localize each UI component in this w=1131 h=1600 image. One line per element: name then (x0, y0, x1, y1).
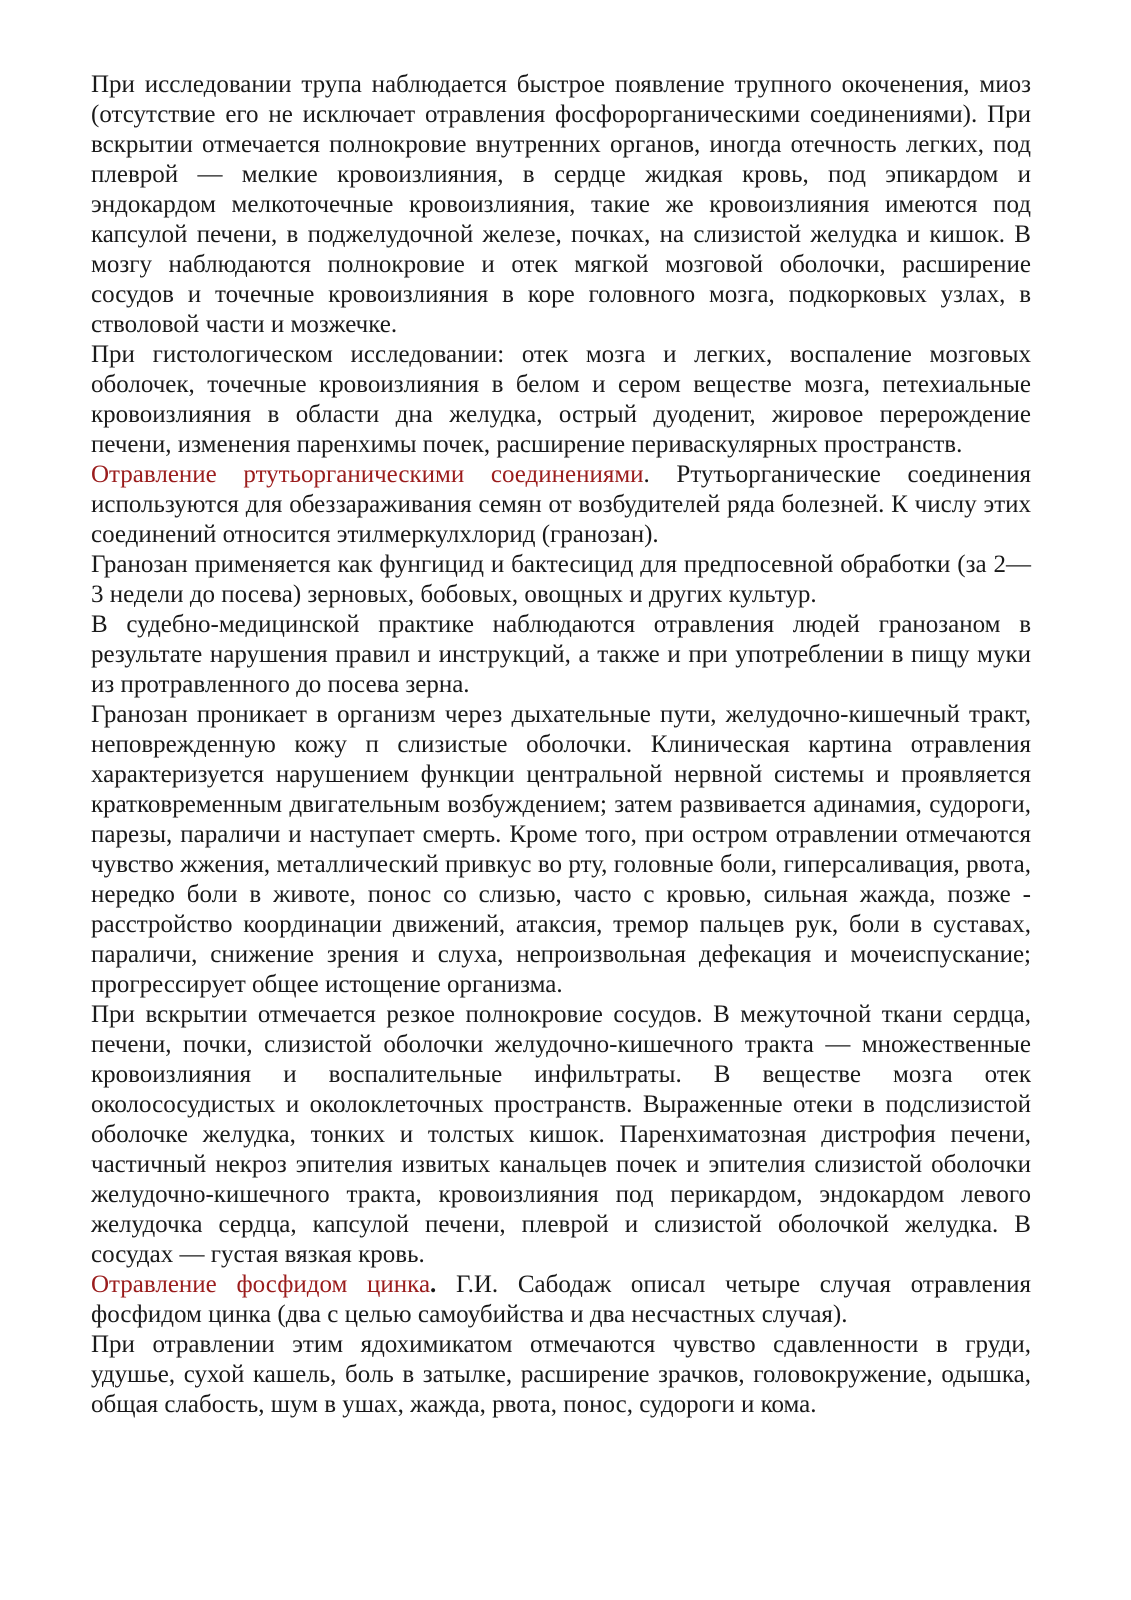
paragraph-granozan-use (91, 550, 1031, 610)
paragraph-text: При вскрытии отмечается резкое полнокровие сосудов. В межуточной ткани сердца, печени, почки, слизистой оболочки желудочно-кишечного тракта — множественные кровоизлияния и воспалительные инфильтраты. В веществе мозга отек околососудистых и околоклеточных пространств. Выраженные отеки в подслизистой оболочке желудка, тонких и толстых кишок. Паренхиматозная дистрофия печени, частичный некроз эпителия извитых канальцев почек и эпителия слизистой оболочки желудочно-кишечного тракта, кровоизлияния под перикардом, эндокардом левого желудочка сердца, капсулой печени, плеврой и слизистой оболочкой желудка. В сосудах — густая вязкая кровь. (91, 1001, 1031, 1268)
paragraph-histology (91, 340, 1031, 460)
section-heading: Отравление ртутьорганическими соединениями (91, 461, 644, 488)
paragraph-text: В судебно-медицинской практике наблюдаются отравления людей гранозаном в результате нарушения правил и инструкций, а также и при употреблении в пищу муки из протравленного до посева зерна. (91, 611, 1031, 698)
paragraph-text: Г.И. Сабодаж описал четыре случая отравления фосфидом цинка (два с целью самоубийства и два несчастных случая). (91, 1271, 1031, 1328)
paragraph-forensic-practice (91, 610, 1031, 700)
document-page (91, 70, 1031, 1420)
heading-period: . (643, 461, 650, 488)
paragraph-zinc-phosphide (91, 1270, 1031, 1330)
paragraph-text: При исследовании трупа наблюдается быстрое появление трупного окоченения, миоз (отсутствие его не исключает отравления фосфорорганическими соединениями). При вскрытии отмечается полнокровие внутренних органов, иногда отечность легких, под плеврой — мелкие кровоизлияния, в сердце жидкая кровь, под эпикардом и эндокардом мелкоточечные кровоизлияния, такие же кровоизлияния имеются под капсулой печени, в поджелудочной железе, почках, на слизистой желудка и кишок. В мозгу наблюдаются полнокровие и отек мягкой мозговой оболочки, расширение сосудов и точечные кровоизлияния в коре головного мозга, подкорковых узлах, в стволовой части и мозжечке. (91, 71, 1031, 338)
paragraph-autopsy-findings (91, 70, 1031, 340)
heading-period: . (430, 1271, 437, 1298)
paragraph-text: Ртутьорганические соединения используются для обеззараживания семян от возбудителей ряда болезней. К числу этих соединений относится этилмеркулхлорид (гранозан). (91, 461, 1031, 548)
paragraph-autopsy-mercury (91, 1000, 1031, 1270)
section-heading: Отравление фосфидом цинка (91, 1271, 431, 1298)
paragraph-mercury-poisoning (91, 460, 1031, 550)
paragraph-clinical-picture (91, 700, 1031, 1000)
paragraph-text: При отравлении этим ядохимикатом отмечаются чувство сдавленности в груди, удушье, сухой кашель, боль в затылке, расширение зрачков, головокружение, одышка, общая слабость, шум в ушах, жажда, рвота, понос, судороги и кома. (91, 1331, 1031, 1418)
paragraph-text: При гистологическом исследовании: отек мозга и легких, воспаление мозговых оболочек, точечные кровоизлияния в белом и сером веществе мозга, петехиальные кровоизлияния в области дна желудка, острый дуоденит, жировое перерождение печени, изменения паренхимы почек, расширение периваскулярных пространств. (91, 341, 1031, 458)
paragraph-text: Гранозан проникает в организм через дыхательные пути, желудочно-кишечный тракт, неповрежденную кожу п слизистые оболочки. Клиническая картина отравления характеризуется нарушением функции центральной нервной системы и проявляется кратковременным двигательным возбуждением; затем развивается адинамия, судороги, парезы, параличи и наступает смерть. Кроме того, при остром отравлении отмечаются чувство жжения, металлический привкус во рту, головные боли, гиперсаливация, рвота, нередко боли в животе, понос со слизью, часто с кровью, сильная жажда, позже - расстройство координации движений, атаксия, тремор пальцев рук, боли в суставах, параличи, снижение зрения и слуха, непроизвольная дефекация и мочеиспускание; прогрессирует общее истощение организма. (91, 701, 1031, 998)
paragraph-zinc-symptoms (91, 1330, 1031, 1420)
paragraph-text: Гранозан применяется как фунгицид и бактесицид для предпосевной обработки (за 2—3 недели до посева) зерновых, бобовых, овощных и других культур. (91, 551, 1031, 608)
